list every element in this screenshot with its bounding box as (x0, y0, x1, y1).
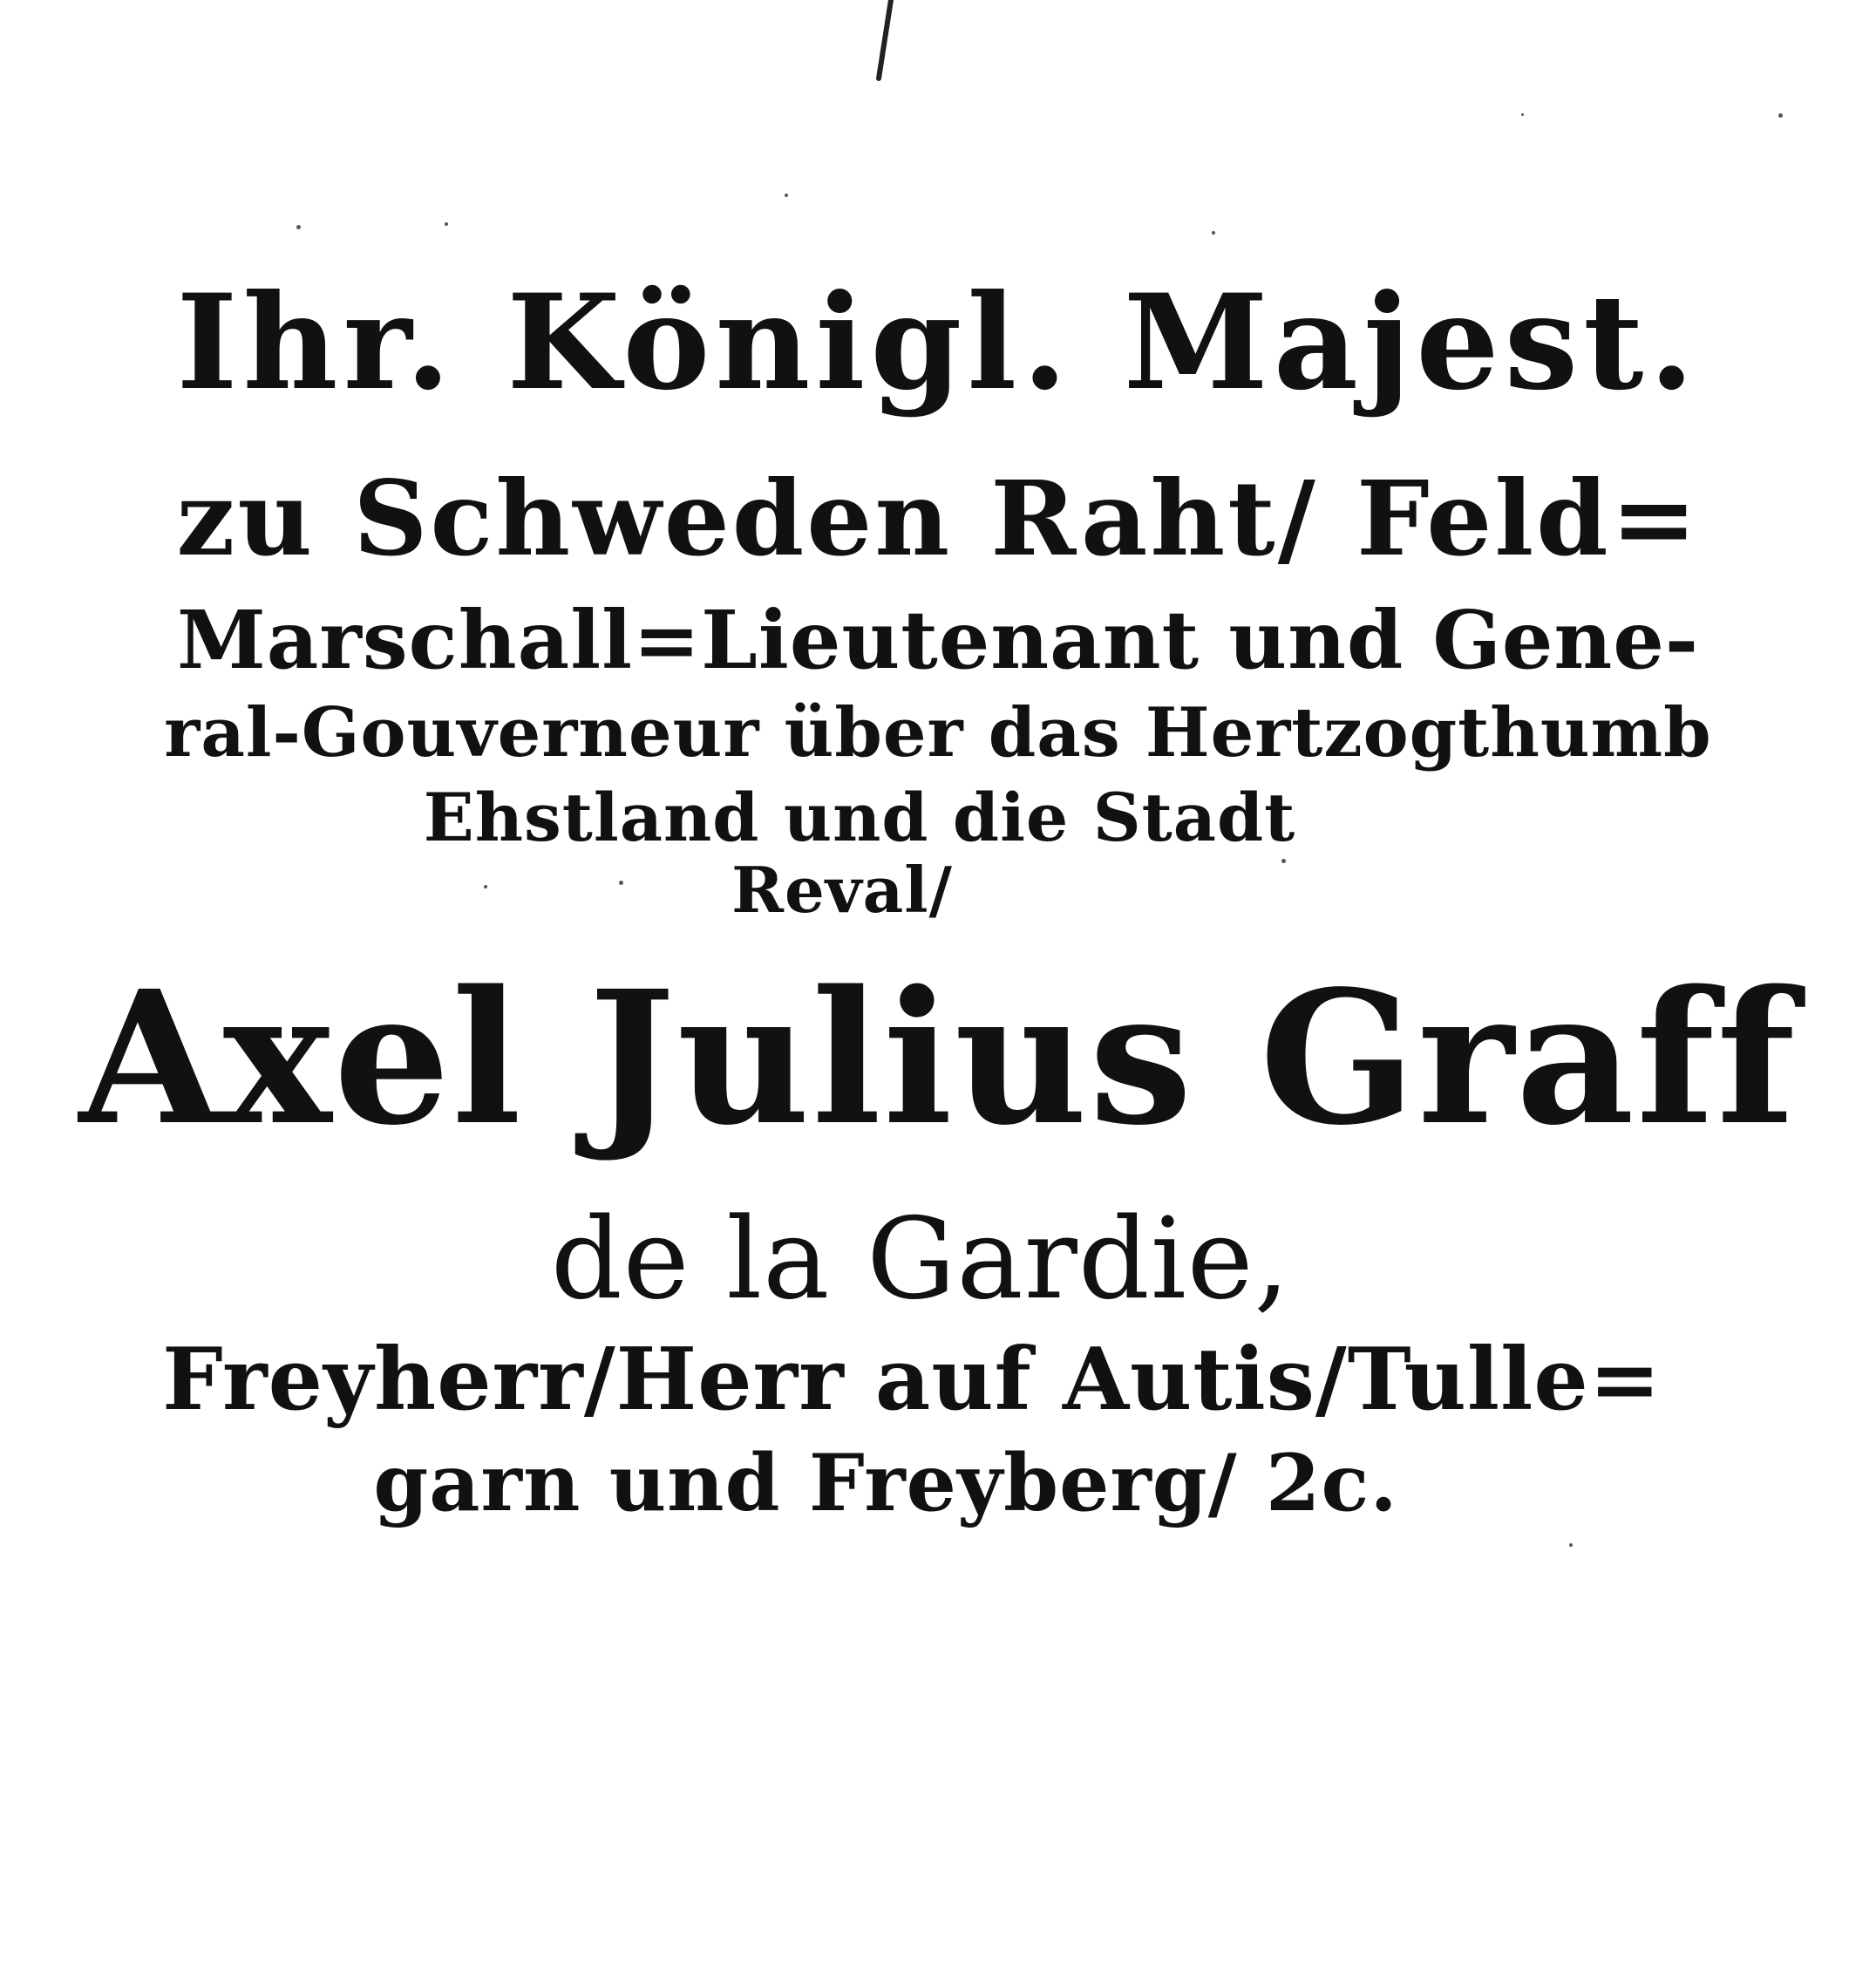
paper-speck (1212, 231, 1215, 235)
title-line-6: Reval/ (731, 853, 953, 927)
paper-speck (296, 225, 301, 229)
title-line-5: Ehstland und die Stadt (423, 779, 1296, 856)
titles-line-1: Freyherr/Herr auf Autis/Tulle= (162, 1330, 1662, 1430)
title-line-3: Marschall=Lieutenant und Gene- (176, 593, 1700, 687)
paper-speck (1569, 1543, 1573, 1547)
paper-speck (1778, 113, 1783, 118)
paper-speck (785, 194, 788, 197)
title-line-2: zu Schweden Raht/ Feld= (176, 458, 1700, 579)
paper-speck (1521, 113, 1524, 116)
name-line: Axel Julius Graff (78, 950, 1798, 1166)
paper-speck (445, 222, 448, 226)
title-line-4: ral-Gouverneur über das Hertzogthumb (164, 693, 1712, 773)
paper-speck (484, 885, 487, 888)
paper-speck (1281, 859, 1286, 863)
surname-line: de la Gardie, (550, 1195, 1291, 1324)
pen-mark (872, 0, 898, 87)
titles-line-2: garn und Freyberg/ 2c. (373, 1437, 1398, 1529)
paper-speck (619, 881, 623, 885)
title-line-1: Ihr. Königl. Majest. (176, 266, 1700, 419)
